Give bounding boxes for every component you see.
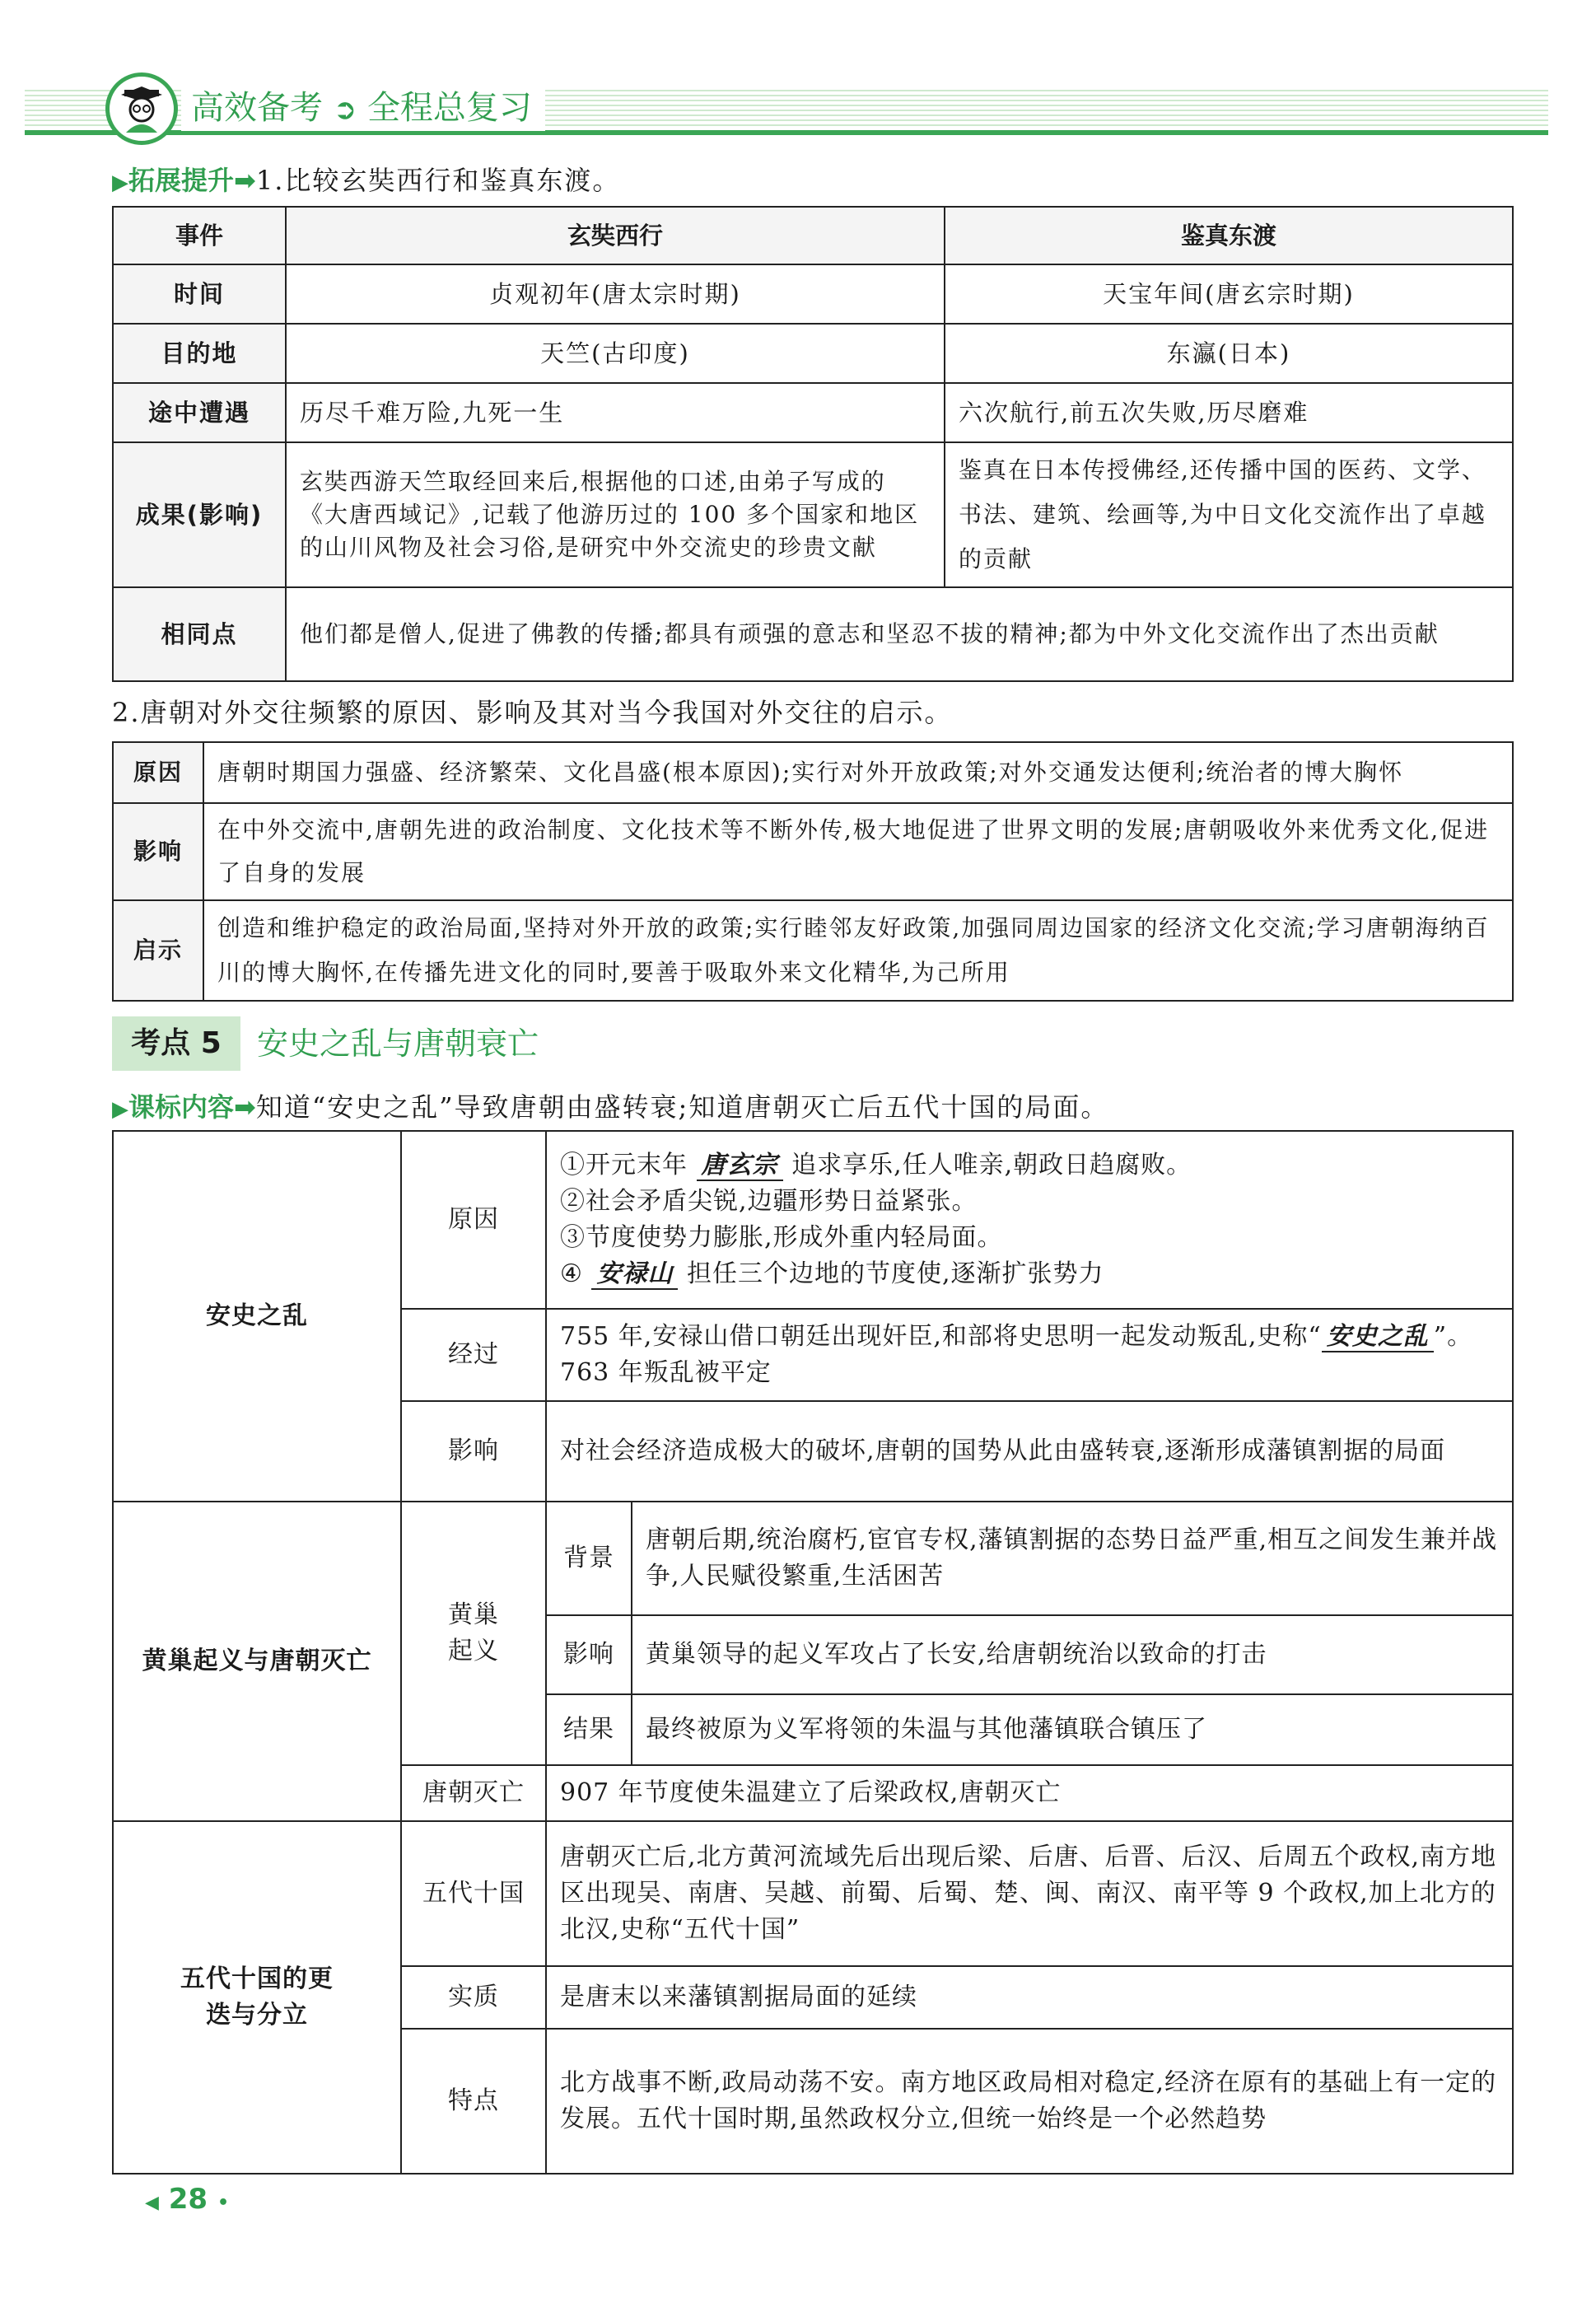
fill-blank: 安禄山 <box>591 1259 678 1290</box>
row-label: 成果(影响) <box>113 442 286 587</box>
cause-2: ②社会矛盾尖锐,边疆形势日益紧张。 <box>560 1187 978 1216</box>
cause-4: ④ 安禄山 担任三个边地的节度使,逐渐扩张势力 <box>560 1259 1104 1288</box>
table-cell: 北方战事不断,政局动荡不安。南方地区政局相对稳定,经济在原有的基础上有一定的发展。五代十国时期,虽然政权分立,但统一始终是一个必然趋势 <box>546 2029 1513 2174</box>
foreign-exchange-table <box>112 741 1514 1002</box>
row-label: 时间 <box>113 264 286 324</box>
row-label: 唐朝灭亡 <box>401 1765 546 1821</box>
row-group-label: 安史之乱 <box>113 1131 401 1502</box>
table-cell: 天宝年间(唐玄宗时期) <box>945 264 1513 324</box>
triangle-left-icon: ◀ <box>145 2193 159 2213</box>
fill-blank: 唐玄宗 <box>697 1151 783 1181</box>
row-label: 结果 <box>546 1694 632 1765</box>
row-group-label: 五代十国的更迭与分立 <box>113 1821 401 2174</box>
process-cell: 755 年,安禄山借口朝廷出现奸臣,和部将史思明一起发动叛乱,史称“ 安史之乱 ”。763 年叛乱被平定 <box>546 1309 1513 1401</box>
same-points-cell: 他们都是僧人,促进了佛教的传播;都具有顽强的意志和坚忍不拔的精神;都为中外文化交流作出了杰出贡献 <box>286 587 1513 681</box>
row-label: 目的地 <box>113 324 286 383</box>
kaodian-title: 安史之乱与唐朝衰亡 <box>257 1025 539 1062</box>
row-label: 影响 <box>401 1401 546 1502</box>
table-cell: 是唐末以来藩镇割据局面的延续 <box>546 1966 1513 2029</box>
row-label: 五代十国 <box>401 1821 546 1966</box>
fill-blank: 安史之乱 <box>1322 1322 1434 1352</box>
table-cell: 鉴真在日本传授佛经,还传播中国的医药、文学、书法、建筑、绘画等,为中日文化交流作出了卓越的贡献 <box>945 442 1513 587</box>
arrow-right-icon: ➡ <box>234 165 256 196</box>
triangle-icon: ▶ <box>112 1097 128 1122</box>
arrow-right-icon: ➡ <box>234 1091 256 1123</box>
table-cell: 黄巢领导的起义军攻占了长安,给唐朝统治以致命的打击 <box>632 1615 1513 1694</box>
causes-cell <box>546 1131 1513 1309</box>
row-label: 影响 <box>546 1615 632 1694</box>
subtitle-text: 全程总复习 <box>366 89 532 127</box>
table-cell: 历尽千难万险,九死一生 <box>286 383 945 442</box>
triangle-icon: ▶ <box>112 171 128 195</box>
row-label: 实质 <box>401 1966 546 2029</box>
row-label: 原因 <box>113 742 203 803</box>
page-number: ◀ 28 • <box>145 2183 229 2216</box>
chevron-right-icon: ➲ <box>333 93 357 126</box>
row-label: 原因 <box>401 1131 546 1309</box>
table-cell: 天竺(古印度) <box>286 324 945 383</box>
table-cell: 贞观初年(唐太宗时期) <box>286 264 945 324</box>
table-header: 玄奘西行 <box>286 207 945 264</box>
row-label: 影响 <box>113 803 203 900</box>
table-header: 事件 <box>113 207 286 264</box>
brand-text: 高效备考 <box>191 89 323 127</box>
table-header: 鉴真东渡 <box>945 207 1513 264</box>
row-label: 黄巢起义 <box>401 1502 546 1765</box>
cause-1: ①开元末年 唐玄宗 追求享乐,任人唯亲,朝政日趋腐败。 <box>560 1151 1192 1180</box>
table-cell: 最终被原为义军将领的朱温与其他藩镇联合镇压了 <box>632 1694 1513 1765</box>
table-cell: 907 年节度使朱温建立了后梁政权,唐朝灭亡 <box>546 1765 1513 1821</box>
row-label: 特点 <box>401 2029 546 2174</box>
table-cell: 创造和维护稳定的政治局面,坚持对外开放的政策;实行睦邻友好政策,加强同周边国家的经济文化交流;学习唐朝海纳百川的博大胸怀,在传播先进文化的同时,要善于吸取外来文化精华,为己所用 <box>203 900 1513 1001</box>
row-label: 途中遭遇 <box>113 383 286 442</box>
curriculum-tag: 课标内容 <box>128 1091 235 1123</box>
anshi-table <box>112 1130 1514 2175</box>
student-logo-icon <box>105 72 178 145</box>
table-cell: 在中外交流中,唐朝先进的政治制度、文化技术等不断外传,极大地促进了世界文明的发展;唐朝吸收外来优秀文化,促进了自身的发展 <box>203 803 1513 900</box>
table-cell: 东瀛(日本) <box>945 324 1513 383</box>
question-2-heading <box>112 694 953 731</box>
row-label: 启示 <box>113 900 203 1001</box>
row-label: 经过 <box>401 1309 546 1401</box>
row-label: 背景 <box>546 1502 632 1615</box>
question-1: 1.比较玄奘西行和鉴真东渡。 <box>255 165 621 196</box>
table-cell: 玄奘西游天竺取经回来后,根据他的口述,由弟子写成的《大唐西域记》,记载了他游历过的 100 多个国家和地区的山川风物及社会习俗,是研究中外交流史的珍贵文献 <box>286 442 945 587</box>
row-label: 相同点 <box>113 587 286 681</box>
expand-heading <box>112 162 620 201</box>
curriculum-heading <box>112 1089 1108 1128</box>
cause-3: ③节度使势力膨胀,形成外重内轻局面。 <box>560 1223 1003 1252</box>
curriculum-text: 知道“安史之乱”导致唐朝由盛转衰;知道唐朝灭亡后五代十国的局面。 <box>255 1091 1109 1123</box>
compare-table <box>112 206 1514 682</box>
table-cell: 唐朝后期,统治腐朽,宦官专权,藩镇割据的态势日益严重,相互之间发生兼并战争,人民赋役繁重,生活困苦 <box>632 1502 1513 1615</box>
table-cell: 六次航行,前五次失败,历尽磨难 <box>945 383 1513 442</box>
question-2: 2.唐朝对外交往频繁的原因、影响及其对当今我国对外交往的启示。 <box>112 697 953 728</box>
table-cell: 对社会经济造成极大的破坏,唐朝的国势从此由盛转衰,逐渐形成藩镇割据的局面 <box>546 1401 1513 1502</box>
row-group-label: 黄巢起义与唐朝灭亡 <box>113 1502 401 1821</box>
header-title <box>181 85 545 131</box>
expand-tag: 拓展提升 <box>128 165 235 196</box>
kaodian-badge: 考点 5 <box>112 1016 240 1071</box>
dot-icon: • <box>217 2193 229 2213</box>
table-cell: 唐朝灭亡后,北方黄河流域先后出现后梁、后唐、后晋、后汉、后周五个政权,南方地区出现吴、南唐、吴越、前蜀、后蜀、楚、闽、南汉、南平等 9 个政权,加上北方的北汉,史称“五代十国” <box>546 1821 1513 1966</box>
table-cell: 唐朝时期国力强盛、经济繁荣、文化昌盛(根本原因);实行对外开放政策;对外交通发达便利;统治者的博大胸怀 <box>203 742 1513 803</box>
